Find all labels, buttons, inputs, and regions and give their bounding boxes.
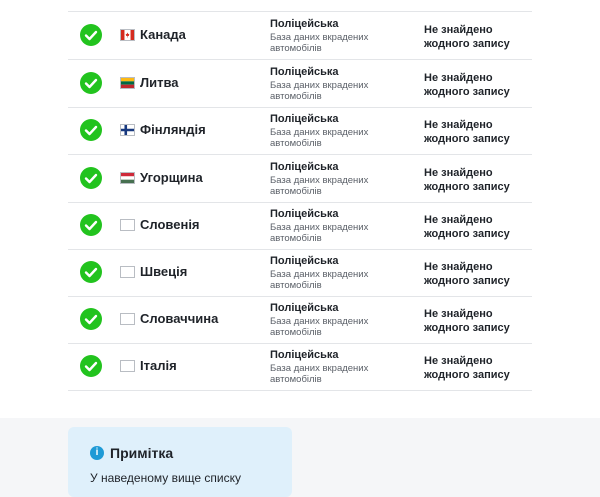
check-circle-icon xyxy=(80,261,102,283)
source-title: Поліцейська xyxy=(270,255,339,267)
note-box xyxy=(68,427,292,497)
country-name: Фінляндія xyxy=(140,122,206,137)
result-text: Не знайдено жодного запису xyxy=(424,308,510,334)
check-circle-icon xyxy=(80,214,102,236)
note-title: Примітка xyxy=(110,445,174,461)
note-text: У наведеному вище списку xyxy=(90,471,242,485)
table-row xyxy=(68,60,532,108)
table-row xyxy=(68,107,532,155)
source-title: Поліцейська xyxy=(270,208,339,220)
source-description: База даних вкрадених автомобілів xyxy=(270,80,369,102)
source-description: База даних вкрадених автомобілів xyxy=(270,222,369,244)
source-description: База даних вкрадених автомобілів xyxy=(270,127,369,149)
country-name: Литва xyxy=(140,75,179,90)
hungary-flag-icon xyxy=(120,172,135,184)
sweden-flag-icon xyxy=(120,266,135,278)
finland-flag-icon xyxy=(120,124,135,136)
country-name: Італія xyxy=(140,358,177,373)
table-row xyxy=(68,202,532,250)
source-title: Поліцейська xyxy=(270,302,339,314)
result-text: Не знайдено жодного запису xyxy=(424,355,510,381)
country-name: Угорщина xyxy=(140,170,203,185)
source-title: Поліцейська xyxy=(270,113,339,125)
slovenia-flag-icon xyxy=(120,219,135,231)
source-title: Поліцейська xyxy=(270,66,339,78)
country-name: Швеція xyxy=(140,264,188,279)
source-title: Поліцейська xyxy=(270,349,339,361)
info-icon: i xyxy=(90,446,104,460)
source-title: Поліцейська xyxy=(270,161,339,173)
check-circle-icon xyxy=(80,119,102,141)
slovakia-flag-icon xyxy=(120,313,135,325)
table-row xyxy=(68,12,532,60)
country-name: Словаччина xyxy=(140,311,219,326)
source-description: База даних вкрадених автомобілів xyxy=(270,316,369,338)
source-description: База даних вкрадених автомобілів xyxy=(270,32,369,54)
table-row xyxy=(68,249,532,297)
check-circle-icon xyxy=(80,167,102,189)
source-description: База даних вкрадених автомобілів xyxy=(270,269,369,291)
check-circle-icon xyxy=(80,24,102,46)
canada-flag-icon xyxy=(120,29,135,41)
source-description: База даних вкрадених автомобілів xyxy=(270,363,369,385)
source-description: База даних вкрадених автомобілів xyxy=(270,175,369,197)
result-text: Не знайдено жодного запису xyxy=(424,261,510,287)
result-text: Не знайдено жодного запису xyxy=(424,119,510,145)
result-text: Не знайдено жодного запису xyxy=(424,72,510,98)
lithuania-flag-icon xyxy=(120,77,135,89)
check-circle-icon xyxy=(80,355,102,377)
check-circle-icon xyxy=(80,72,102,94)
source-title: Поліцейська xyxy=(270,18,339,30)
result-text: Не знайдено жодного запису xyxy=(424,24,510,50)
result-text: Не знайдено жодного запису xyxy=(424,214,510,240)
italy-flag-icon xyxy=(120,360,135,372)
country-name: Словенія xyxy=(140,217,200,232)
check-circle-icon xyxy=(80,308,102,330)
table-row xyxy=(68,155,532,203)
table-row xyxy=(68,343,532,391)
table-row xyxy=(68,296,532,344)
country-name: Канада xyxy=(140,27,186,42)
result-text: Не знайдено жодного запису xyxy=(424,167,510,193)
